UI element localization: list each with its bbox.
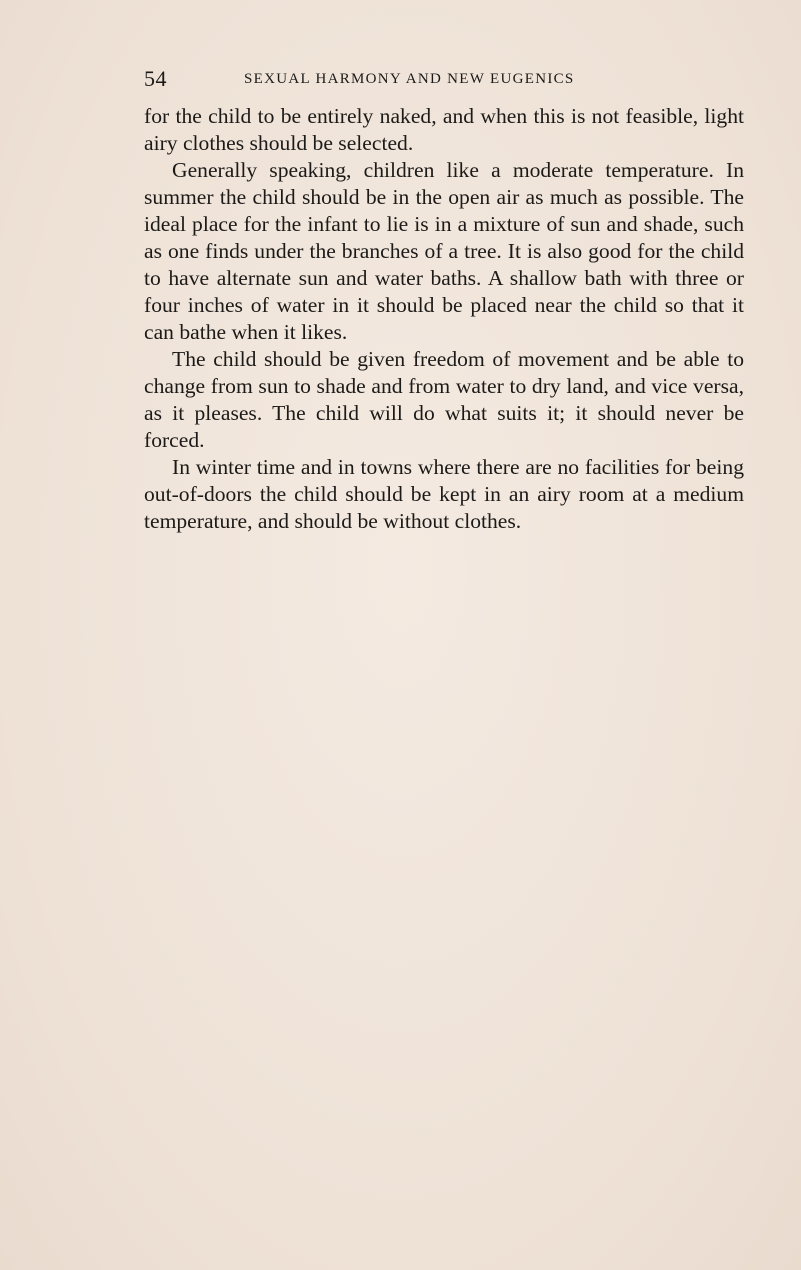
paragraph: In winter time and in towns where there are no facilities for being out-of-doors the child should be kept in an airy room at a medium temperature, and should be without clothes. <box>144 455 744 533</box>
paragraph: Generally speaking, children like a moderate temperature. In summer the child should be in the open air as much as possible. The ideal place for the infant to lie is in a mixture of sun and shade, such as one finds under the branches of a tree. It is also good for the child to have alternate sun and water baths. A shallow bath with three or four inches of water in it should be placed near the child so that it can bathe when it likes. <box>144 158 744 344</box>
body-text <box>144 103 744 535</box>
page-number: 54 <box>144 66 167 91</box>
paragraph: for the child to be entirely naked, and when this is not feasible, light airy clothes should be selected. <box>144 104 744 155</box>
paragraph: The child should be given freedom of movement and be able to change from sun to shade and from water to dry land, and vice versa, as it pleases. The child will do what suits it; it should never be forced. <box>144 347 744 452</box>
running-head <box>144 66 744 96</box>
book-title: SEXUAL HARMONY AND NEW EUGENICS <box>244 71 575 87</box>
